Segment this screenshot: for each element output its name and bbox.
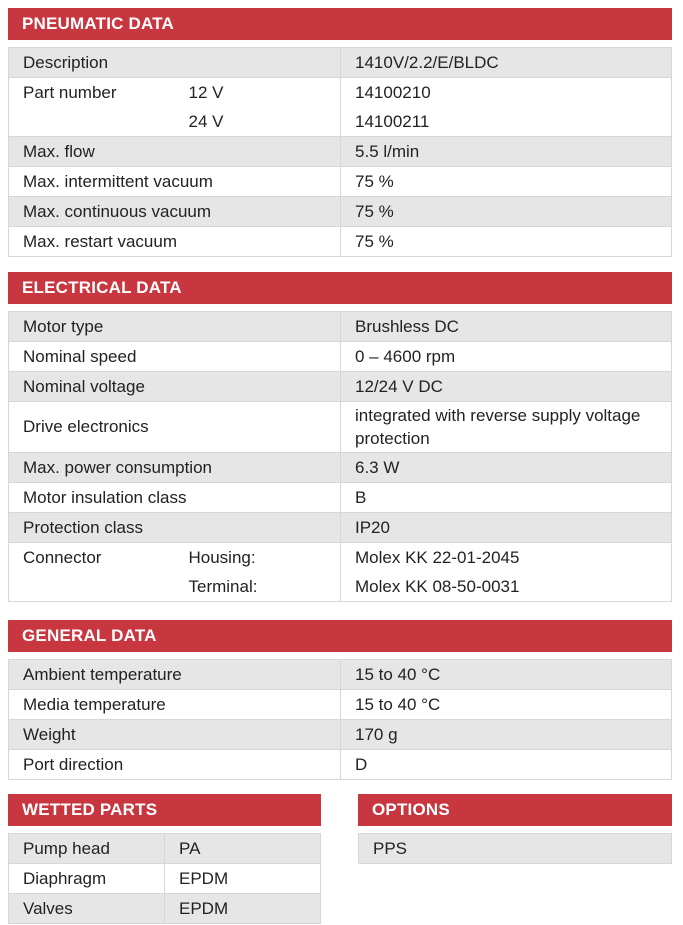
row-label: Drive electronics: [9, 402, 341, 453]
row-label: Media temperature: [9, 690, 341, 720]
row-label: Motor insulation class: [9, 483, 341, 513]
table-row: [9, 834, 321, 864]
row-value: D: [341, 750, 672, 780]
row-label: Max. intermittent vacuum: [9, 167, 341, 197]
table-row: [9, 543, 672, 573]
row-value: 75 %: [341, 197, 672, 227]
table-row: [9, 197, 672, 227]
row-value: 5.5 l/min: [341, 137, 672, 167]
row-value: 1410V/2.2/E/BLDC: [341, 48, 672, 78]
row-label: Max. restart vacuum: [9, 227, 341, 257]
row-label: Valves: [9, 894, 165, 924]
row-label: Description: [9, 48, 341, 78]
table-row: [9, 78, 672, 108]
row-value: EPDM: [165, 894, 321, 924]
row-value: Molex KK 08-50-0031: [341, 572, 672, 602]
section-header: PNEUMATIC DATA: [8, 8, 672, 40]
row-value: 75 %: [341, 227, 672, 257]
row-value: PPS: [359, 834, 672, 864]
row-value: integrated with reverse supply voltage protection: [341, 402, 672, 453]
row-label: Protection class: [9, 513, 341, 543]
row-label: Diaphragm: [9, 864, 165, 894]
row-label: Weight: [9, 720, 341, 750]
pneumatic-section: [8, 8, 672, 257]
table-row: [9, 312, 672, 342]
section-header: ELECTRICAL DATA: [8, 272, 672, 304]
row-sublabel: 12 V: [175, 78, 341, 108]
row-value: B: [341, 483, 672, 513]
table-row: [9, 513, 672, 543]
table-row: [9, 342, 672, 372]
general-section: [8, 620, 672, 780]
row-value: 75 %: [341, 167, 672, 197]
row-sublabel: Terminal:: [175, 572, 341, 602]
row-label: Part number: [9, 78, 175, 108]
row-value: EPDM: [165, 864, 321, 894]
table-row: [9, 864, 321, 894]
row-value: 170 g: [341, 720, 672, 750]
row-label: Motor type: [9, 312, 341, 342]
table-row: [359, 834, 672, 864]
table-row: [9, 107, 672, 137]
table-row: [9, 572, 672, 602]
row-label: Max. power consumption: [9, 453, 341, 483]
section-header: OPTIONS: [358, 794, 672, 826]
row-label: Max. continuous vacuum: [9, 197, 341, 227]
table-row: [9, 48, 672, 78]
electrical-table: [8, 311, 672, 602]
row-label: Connector: [9, 543, 175, 573]
row-value: PA: [165, 834, 321, 864]
row-value: 0 – 4600 rpm: [341, 342, 672, 372]
row-label: Nominal speed: [9, 342, 341, 372]
wetted-parts-section: [8, 794, 321, 924]
row-value: 14100211: [341, 107, 672, 137]
table-row: [9, 372, 672, 402]
row-value: Molex KK 22-01-2045: [341, 543, 672, 573]
table-row: [9, 402, 672, 453]
row-sublabel: Housing:: [175, 543, 341, 573]
table-row: [9, 750, 672, 780]
row-label: Pump head: [9, 834, 165, 864]
table-row: [9, 660, 672, 690]
row-sublabel: 24 V: [175, 107, 341, 137]
row-label: Nominal voltage: [9, 372, 341, 402]
row-value: 15 to 40 °C: [341, 690, 672, 720]
wetted-parts-table: [8, 833, 321, 924]
table-row: [9, 453, 672, 483]
table-row: [9, 720, 672, 750]
options-table: [358, 833, 672, 864]
row-value: 6.3 W: [341, 453, 672, 483]
table-row: [9, 167, 672, 197]
row-value: 14100210: [341, 78, 672, 108]
row-value: Brushless DC: [341, 312, 672, 342]
row-value: 15 to 40 °C: [341, 660, 672, 690]
options-section: [358, 794, 672, 864]
section-header: GENERAL DATA: [8, 620, 672, 652]
electrical-section: [8, 272, 672, 602]
general-table: [8, 659, 672, 780]
row-value: 12/24 V DC: [341, 372, 672, 402]
pneumatic-table: [8, 47, 672, 257]
row-label: Max. flow: [9, 137, 341, 167]
row-label: Ambient temperature: [9, 660, 341, 690]
row-value: IP20: [341, 513, 672, 543]
table-row: [9, 894, 321, 924]
table-row: [9, 227, 672, 257]
table-row: [9, 483, 672, 513]
table-row: [9, 690, 672, 720]
row-label: Port direction: [9, 750, 341, 780]
section-header: WETTED PARTS: [8, 794, 321, 826]
table-row: [9, 137, 672, 167]
